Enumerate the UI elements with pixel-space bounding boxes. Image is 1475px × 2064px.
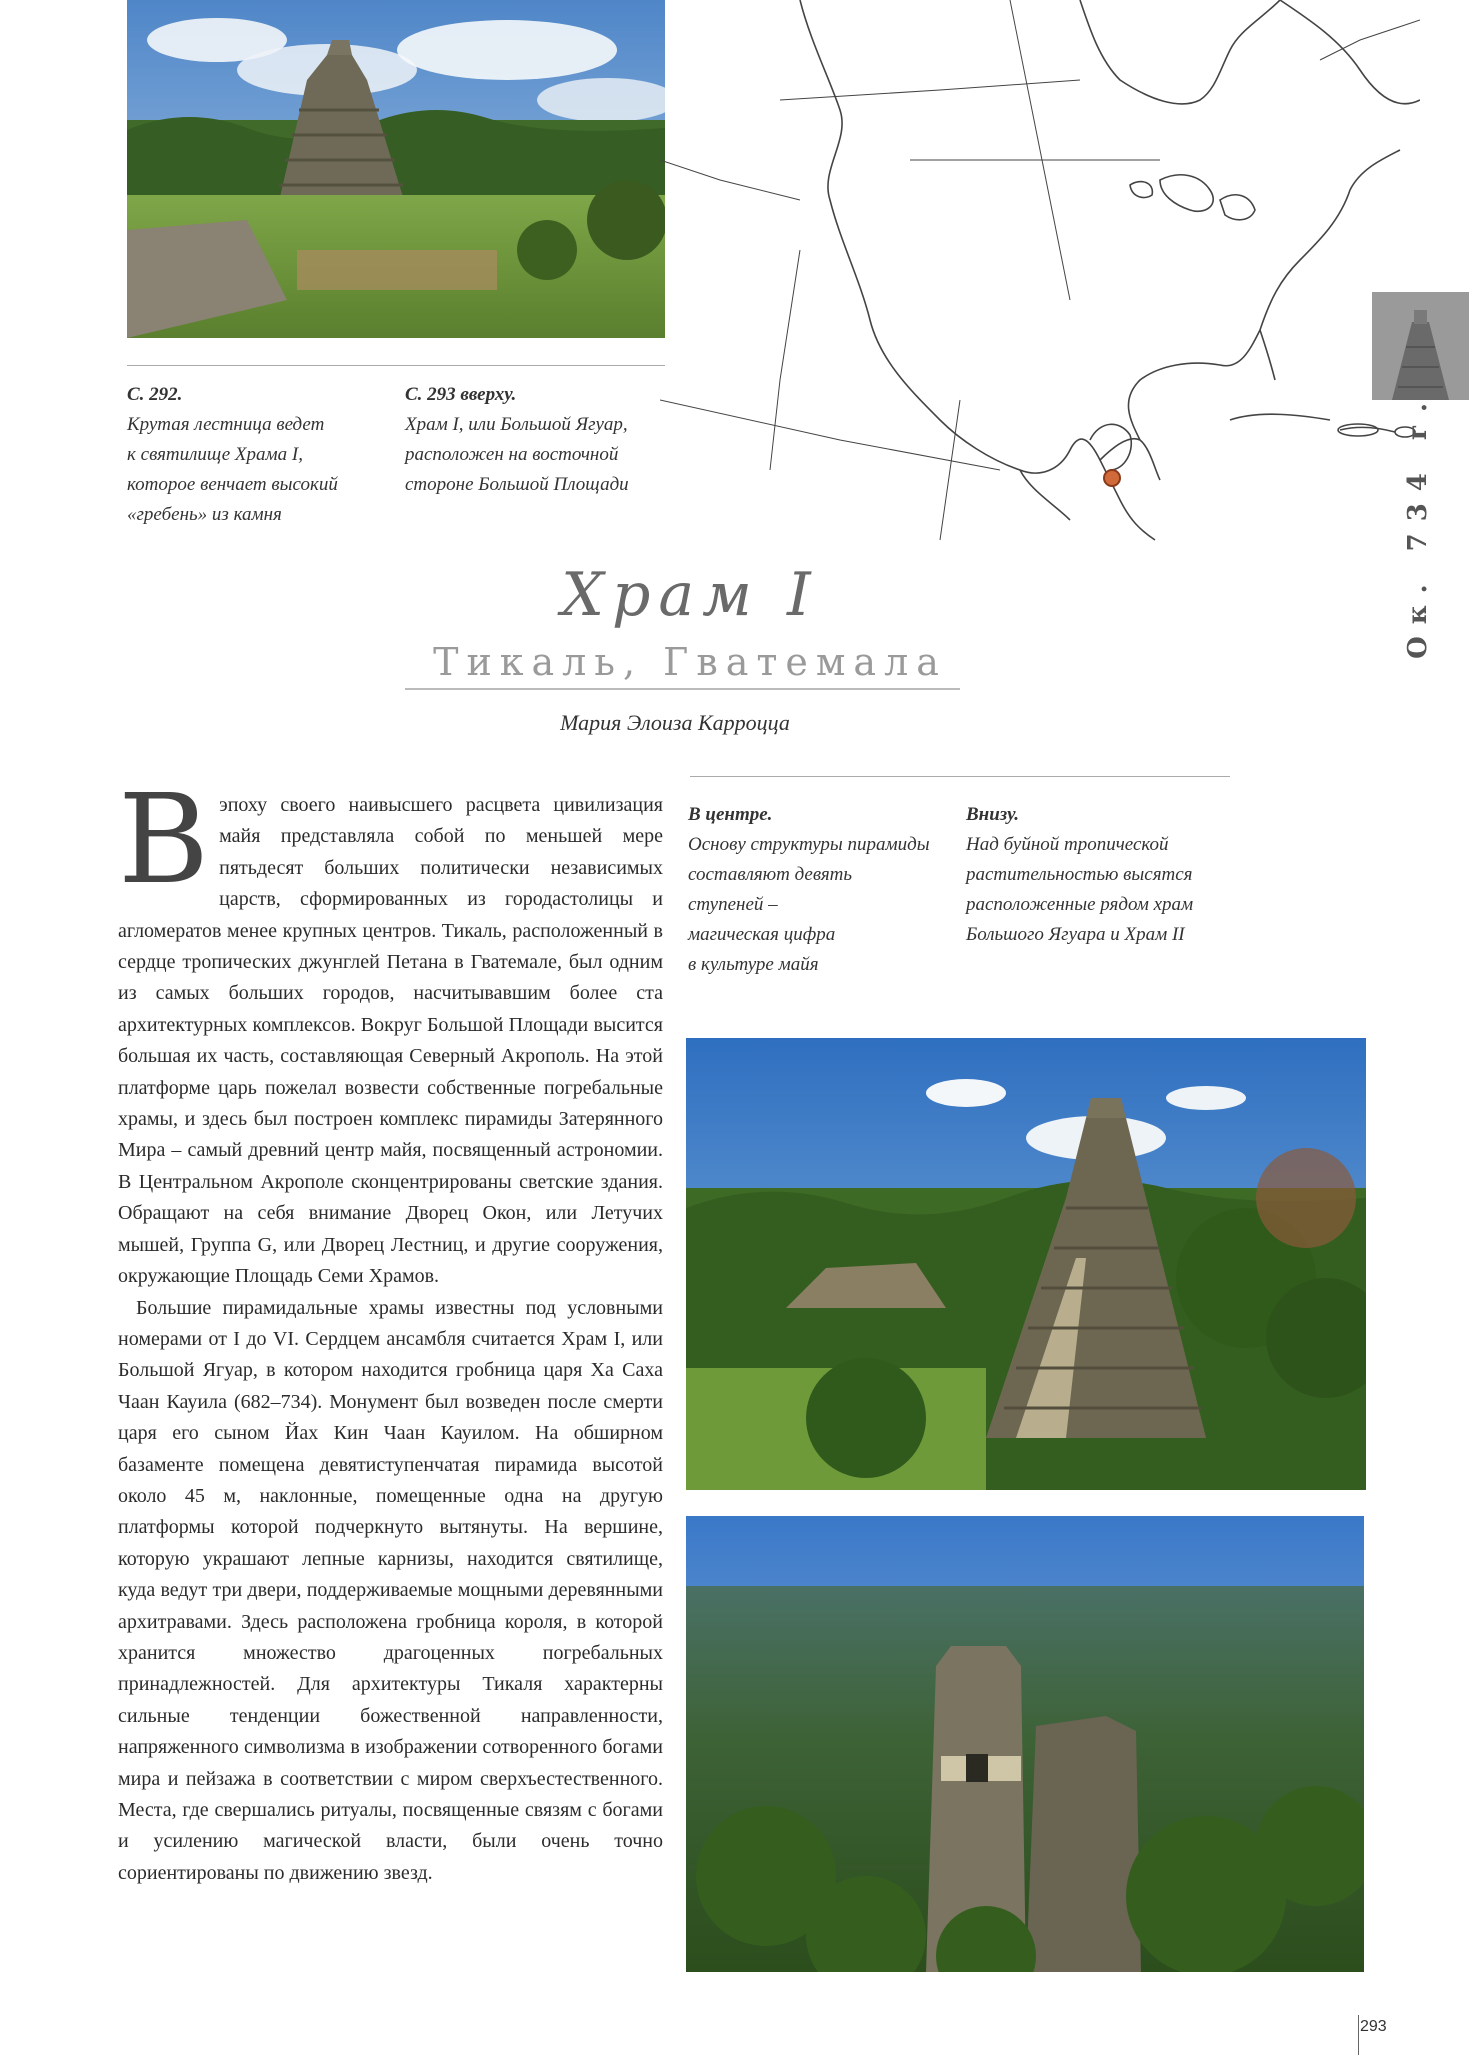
caption-line: расположен на восточной	[405, 444, 619, 465]
page-title: Храм I	[561, 560, 819, 630]
caption-head: Внизу.	[966, 804, 1020, 825]
caption-line: Над буйной тропической	[966, 834, 1169, 855]
caption-center	[688, 800, 953, 980]
map-north-america	[660, 0, 1420, 550]
caption-line: которое венчает высокий	[127, 474, 338, 495]
drop-cap: В	[118, 768, 210, 912]
tikal-marker-icon	[1104, 470, 1120, 486]
photo-pyramid-aerial	[686, 1038, 1366, 1490]
page-subtitle: Тикаль, Гватемала	[433, 640, 947, 684]
page-number-bar	[1358, 2015, 1359, 2055]
caption-rule	[127, 365, 665, 366]
paragraph-text: эпоху своего наивысшего расцвета цивилизация майя представляла собой по меньшей мере пятьдесят больших политически независимых царств, сформированных из городастолицы и агломератов менее крупных центров. Тикаль, расположенный в сердце тропических джунглей Петана в Гватемале, был одним из самых больших городов, насчитывавшим более ста архитектурных комплексов. Вокруг Большой Площади высится большая их часть, составляющая Северный Акрополь. На этой платформе царь пожелал возвести собственные погребальные храмы, и здесь был построен комплекс пирамиды Затерянного Мира – самый древний центр майя, посвященный астрономии. В Центральном Акрополе сконцентрированы светские здания. Обращают на себя внимание Дворец Окон, или Летучих мышей, Группа G, или Дворец Лестниц, и другие сооружения, окружающие Площадь Семи Храмов.	[118, 794, 663, 1288]
caption-line: магическая цифра	[688, 924, 836, 945]
side-date-text: Ок. 734 г.	[1403, 391, 1433, 659]
subtitle-rule	[405, 688, 960, 690]
caption-line: Большого Ягуара и Храм II	[966, 924, 1185, 945]
author: Мария Элоиза Карроцца	[560, 710, 790, 735]
paragraph: Большие пирамидальные храмы известны под условными номерами от I до VI. Сердцем ансамбля считается Храм I, или Большой Ягуар, в котором находится гробница царя Ха Саха Чаан Кауила (682–734). Монумент был возведен после смерти царя его сыном Йах Кин Чаан Кауилом. На обширном базаменте помещена девятиступенчатая пирамида высотой около 45 м, наклонные, помещенные одна на другую платформы которой подчеркнуто вытянуты. На вершине, которую украшают лепные карнизы, находится святилище, куда ведут три двери, поддерживаемые мощными деревянными архитравами. Здесь расположена гробница короля, в которой хранится множество драгоценных погребальных принадлежностей. Для архитектуры Тикаля характерны сильные тенденции божественной направленности, напряженного символизма в изображении сотворенного богами мира и пейзажа в соответствии с миром сверхъестественного. Места, где свершались ритуалы, посвященные связям с богами и усилению магической власти, были очень точно сориентированы по движению звезд.	[118, 1296, 663, 1884]
map-outline	[660, 0, 1420, 550]
caption-line: стороне Большой Площади	[405, 474, 629, 495]
caption-line: к святилище Храма I,	[127, 444, 303, 465]
caption-head: В центре.	[688, 804, 773, 825]
caption-page-292	[127, 380, 372, 530]
caption-line: «гребень» из камня	[127, 504, 282, 525]
caption-line: Крутая лестница ведет	[127, 414, 325, 435]
photo-temples-jungle	[686, 1516, 1364, 1972]
caption-line: в культуре майя	[688, 954, 819, 975]
caption-line: Храм I, или Большой Ягуар,	[405, 414, 628, 435]
caption-line: ступеней –	[688, 894, 778, 915]
caption-line: растительностью высятся	[966, 864, 1193, 885]
page-number: 293	[1360, 2018, 1387, 2035]
thumbnail-temple	[1372, 292, 1469, 400]
caption-line: расположенные рядом храм	[966, 894, 1194, 915]
side-date	[1398, 391, 1438, 660]
photo-temple-plaza	[127, 0, 665, 338]
caption-head: С. 292.	[127, 384, 183, 405]
author-rule	[690, 776, 1230, 777]
caption-page-293-top	[405, 380, 665, 500]
caption-line: составляют девять	[688, 864, 853, 885]
caption-bottom	[966, 800, 1231, 950]
caption-line: Основу структуры пирамиды	[688, 834, 930, 855]
article-body	[118, 768, 663, 1889]
caption-head: С. 293 вверху.	[405, 384, 517, 405]
paragraph	[118, 768, 663, 1293]
